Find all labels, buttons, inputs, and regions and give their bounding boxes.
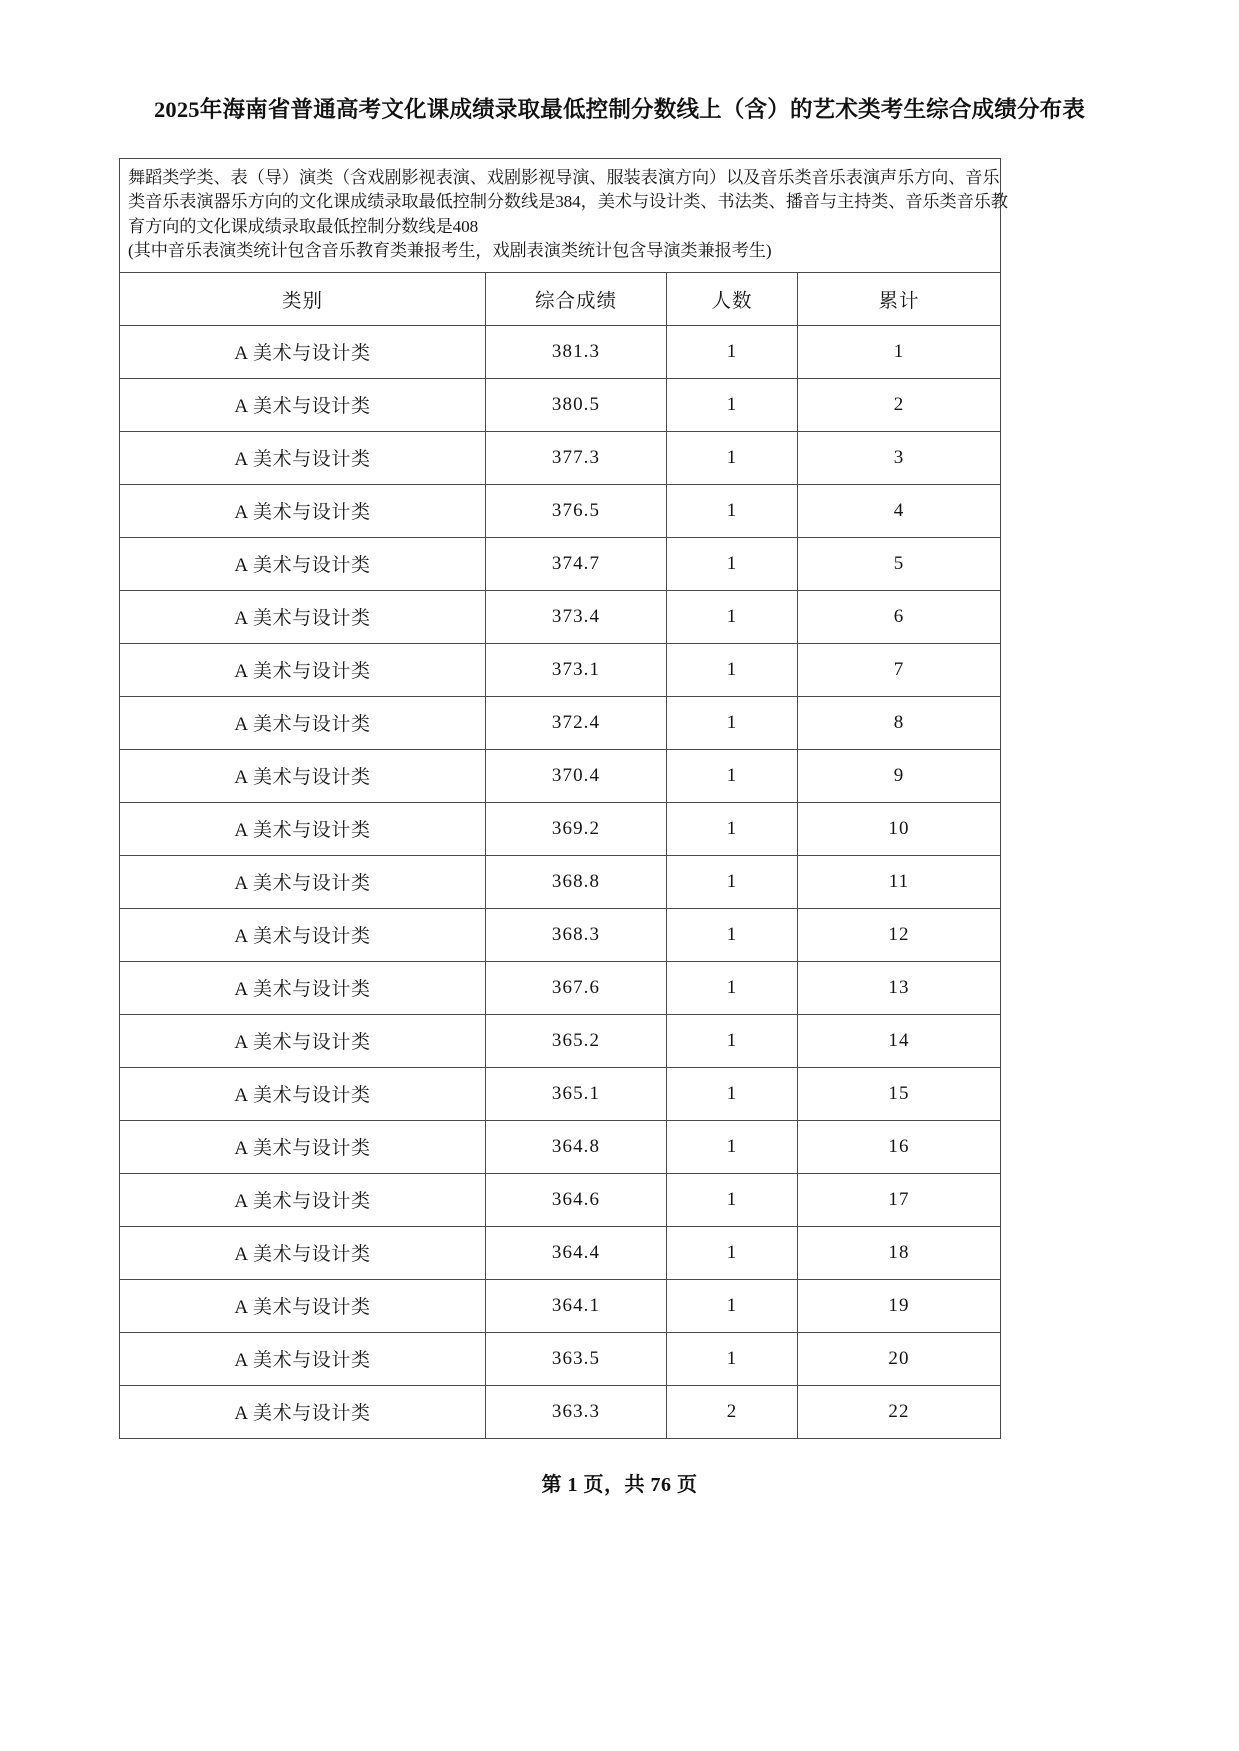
cell-score: 376.5 [486,484,667,537]
cell-cumulative: 3 [798,431,1001,484]
cell-count: 1 [667,325,798,378]
cell-score: 380.5 [486,378,667,431]
cell-cumulative: 4 [798,484,1001,537]
cell-score: 377.3 [486,431,667,484]
page-footer: 第 1 页，共 76 页 [541,1474,698,1496]
cell-category: A 美术与设计类 [120,1279,486,1332]
table-row [120,1120,1001,1173]
note-line-3: 育方向的文化课成绩录取最低控制分数线是408 [128,216,479,236]
cell-count: 1 [667,431,798,484]
cell-cumulative: 18 [798,1226,1001,1279]
table-row [120,643,1001,696]
cell-score: 372.4 [486,696,667,749]
note-line-4: (其中音乐表演类统计包含音乐教育类兼报考生，戏剧表演类统计包含导演类兼报考生) [128,241,772,261]
cell-count: 1 [667,1067,798,1120]
table-header-row [120,272,1001,325]
cell-count: 1 [667,484,798,537]
table-row [120,1279,1001,1332]
note-row [120,159,1001,273]
note-cell [120,159,1008,273]
cell-category: A 美术与设计类 [120,802,486,855]
cell-count: 1 [667,590,798,643]
table-row [120,696,1001,749]
table-row [120,325,1001,378]
cell-score: 368.8 [486,855,667,908]
cell-count: 1 [667,961,798,1014]
cell-score: 370.4 [486,749,667,802]
table-row [120,1014,1001,1067]
cell-score: 369.2 [486,802,667,855]
cell-score: 364.1 [486,1279,667,1332]
cell-cumulative: 13 [798,961,1001,1014]
cell-cumulative: 1 [798,325,1001,378]
cell-cumulative: 14 [798,1014,1001,1067]
table-row [120,484,1001,537]
table-row [120,855,1001,908]
cell-score: 373.1 [486,643,667,696]
cell-category: A 美术与设计类 [120,908,486,961]
cell-cumulative: 17 [798,1173,1001,1226]
cell-cumulative: 10 [798,802,1001,855]
table-row [120,749,1001,802]
cell-cumulative: 20 [798,1332,1001,1385]
cell-score: 363.3 [486,1385,667,1438]
cell-score: 365.2 [486,1014,667,1067]
table-row [120,1173,1001,1226]
table-row [120,1226,1001,1279]
cell-score: 373.4 [486,590,667,643]
cell-count: 2 [667,1385,798,1438]
cell-category: A 美术与设计类 [120,855,486,908]
column-header-cumulative: 累计 [798,272,1001,325]
cell-category: A 美术与设计类 [120,431,486,484]
table-data-body [120,325,1001,1438]
cell-category: A 美术与设计类 [120,1385,486,1438]
cell-score: 363.5 [486,1332,667,1385]
cell-count: 1 [667,802,798,855]
note-line-1: 舞蹈类学类、表（导）演类（含戏剧影视表演、戏剧影视导演、服装表演方向）以及音乐类音乐表演声乐方向、音乐 [128,168,1000,187]
cell-count: 1 [667,643,798,696]
cell-category: A 美术与设计类 [120,484,486,537]
table-row [120,908,1001,961]
cell-score: 381.3 [486,325,667,378]
cell-cumulative: 12 [798,908,1001,961]
cell-count: 1 [667,1120,798,1173]
cell-count: 1 [667,378,798,431]
table-row [120,378,1001,431]
cell-count: 1 [667,749,798,802]
cell-score: 374.7 [486,537,667,590]
cell-count: 1 [667,1173,798,1226]
cell-category: A 美术与设计类 [120,643,486,696]
cell-category: A 美术与设计类 [120,1332,486,1385]
cell-cumulative: 22 [798,1385,1001,1438]
cell-count: 1 [667,1226,798,1279]
score-distribution-table [119,158,1008,1439]
table-row [120,961,1001,1014]
cell-score: 364.8 [486,1120,667,1173]
cell-score: 367.6 [486,961,667,1014]
table-body [120,159,1008,326]
cell-category: A 美术与设计类 [120,1226,486,1279]
cell-cumulative: 5 [798,537,1001,590]
cell-count: 1 [667,1014,798,1067]
cell-category: A 美术与设计类 [120,749,486,802]
cell-score: 365.1 [486,1067,667,1120]
table-row [120,537,1001,590]
cell-cumulative: 15 [798,1067,1001,1120]
table-row [120,1332,1001,1385]
cell-cumulative: 9 [798,749,1001,802]
note-line-2: 类音乐表演器乐方向的文化课成绩录取最低控制分数线是384，美术与设计类、书法类、播音与主持类、音乐类音乐教 [128,192,1008,212]
cell-count: 1 [667,1279,798,1332]
cell-category: A 美术与设计类 [120,590,486,643]
cell-score: 364.4 [486,1226,667,1279]
table-row [120,431,1001,484]
table-row [120,802,1001,855]
cell-cumulative: 11 [798,855,1001,908]
cell-category: A 美术与设计类 [120,1120,486,1173]
table-row [120,1067,1001,1120]
cell-category: A 美术与设计类 [120,378,486,431]
cell-count: 1 [667,1332,798,1385]
cell-cumulative: 16 [798,1120,1001,1173]
cell-cumulative: 19 [798,1279,1001,1332]
score-distribution-table-container [119,158,1008,1439]
column-header-count: 人数 [667,272,798,325]
cell-cumulative: 7 [798,643,1001,696]
cell-count: 1 [667,855,798,908]
page-title: 2025年海南省普通高考文化课成绩录取最低控制分数线上（含）的艺术类考生综合成绩分布表 [153,97,1086,122]
cell-category: A 美术与设计类 [120,961,486,1014]
cell-cumulative: 6 [798,590,1001,643]
cell-category: A 美术与设计类 [120,537,486,590]
cell-category: A 美术与设计类 [120,1173,486,1226]
table-row [120,1385,1001,1438]
cell-category: A 美术与设计类 [120,1014,486,1067]
column-header-category: 类别 [120,272,486,325]
cell-score: 368.3 [486,908,667,961]
table-row [120,590,1001,643]
cell-cumulative: 2 [798,378,1001,431]
cell-category: A 美术与设计类 [120,1067,486,1120]
cell-count: 1 [667,908,798,961]
column-header-score: 综合成绩 [486,272,667,325]
cell-cumulative: 8 [798,696,1001,749]
cell-category: A 美术与设计类 [120,325,486,378]
cell-category: A 美术与设计类 [120,696,486,749]
cell-score: 364.6 [486,1173,667,1226]
cell-count: 1 [667,537,798,590]
cell-count: 1 [667,696,798,749]
